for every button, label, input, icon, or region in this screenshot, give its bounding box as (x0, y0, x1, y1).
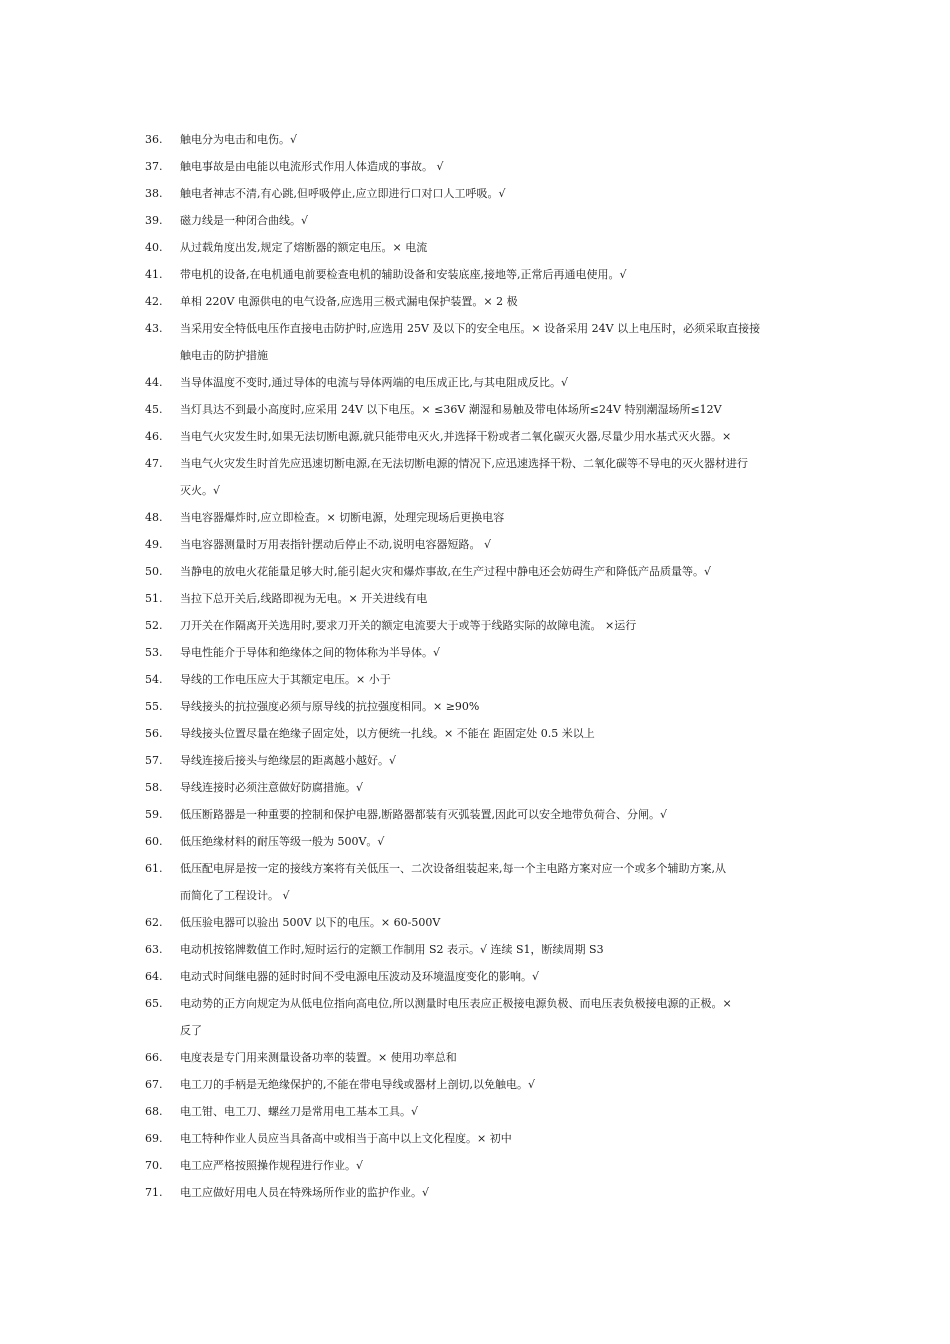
item-text: 低压配电屏是按一定的接线方案将有关低压一、二次设备组装起来,每一个主电路方案对应一个或多个辅助方案,从 (180, 862, 726, 875)
list-item (145, 693, 825, 720)
item-number: 53. (145, 646, 163, 659)
list-item (145, 855, 825, 882)
item-number: 42. (145, 295, 163, 308)
item-text: 导线连接后接头与绝缘层的距离越小越好。√ (180, 754, 397, 767)
item-number: 36. (145, 133, 163, 146)
item-number: 38. (145, 187, 163, 200)
item-number: 66. (145, 1051, 163, 1064)
list-item (145, 720, 825, 747)
item-text: 当导体温度不变时,通过导体的电流与导体两端的电压成正比,与其电阻成反比。√ (180, 376, 568, 389)
list-item (145, 936, 825, 963)
item-number: 44. (145, 376, 163, 389)
list-item-continuation (145, 477, 825, 504)
list-item (145, 747, 825, 774)
list-item (145, 450, 825, 477)
item-text: 从过载角度出发,规定了熔断器的额定电压。× 电流 (180, 241, 428, 254)
list-item (145, 369, 825, 396)
list-item (145, 963, 825, 990)
list-item (145, 1098, 825, 1125)
item-text: 当电气火灾发生时首先应迅速切断电源,在无法切断电源的情况下,应迅速选择干粉、二氧化碳等不导电的灭火器材进行 (180, 457, 748, 470)
item-text: 磁力线是一种闭合曲线。√ (180, 214, 309, 227)
list-item (145, 639, 825, 666)
item-number: 39. (145, 214, 163, 227)
item-text: 电工钳、电工刀、螺丝刀是常用电工基本工具。√ (180, 1105, 419, 1118)
list-item (145, 153, 825, 180)
item-number: 61. (145, 862, 163, 875)
list-item (145, 585, 825, 612)
list-item-continuation (145, 1017, 825, 1044)
item-number: 70. (145, 1159, 163, 1172)
item-text-continuation: 反了 (180, 1024, 202, 1037)
list-item (145, 828, 825, 855)
list-item (145, 180, 825, 207)
list-item (145, 612, 825, 639)
list-item (145, 558, 825, 585)
item-number: 54. (145, 673, 163, 686)
list-item (145, 1044, 825, 1071)
item-number: 37. (145, 160, 163, 173)
list-item-continuation (145, 882, 825, 909)
item-text: 导线连接时必须注意做好防腐措施。√ (180, 781, 364, 794)
item-number: 63. (145, 943, 163, 956)
item-number: 56. (145, 727, 163, 740)
item-text: 电动机按铭牌数值工作时,短时运行的定额工作制用 S2 表示。√ 连续 S1，断续周期 S3 (180, 943, 604, 956)
item-text: 导线接头位置尽量在绝缘子固定处，以方便统一扎线。× 不能在 距固定处 0.5 米以上 (180, 727, 595, 740)
item-text: 电工应做好用电人员在特殊场所作业的监护作业。√ (180, 1186, 430, 1199)
item-number: 48. (145, 511, 163, 524)
item-text-continuation: 灭火。√ (180, 484, 221, 497)
list-item (145, 396, 825, 423)
item-number: 45. (145, 403, 163, 416)
item-number: 58. (145, 781, 163, 794)
item-number: 67. (145, 1078, 163, 1091)
list-item (145, 1071, 825, 1098)
item-number: 65. (145, 997, 163, 1010)
list-item (145, 423, 825, 450)
list-item (145, 288, 825, 315)
item-text: 当电容器爆炸时,应立即检查。× 切断电源，处理完现场后更换电容 (180, 511, 505, 524)
item-text: 触电分为电击和电伤。√ (180, 133, 298, 146)
item-number: 60. (145, 835, 163, 848)
list-item (145, 909, 825, 936)
item-number: 52. (145, 619, 163, 632)
list-item (145, 531, 825, 558)
item-text: 导电性能介于导体和绝缘体之间的物体称为半导体。√ (180, 646, 441, 659)
item-text: 低压验电器可以验出 500V 以下的电压。× 60-500V (180, 916, 441, 929)
item-text: 导线的工作电压应大于其额定电压。× 小于 (180, 673, 391, 686)
item-number: 40. (145, 241, 163, 254)
item-number: 57. (145, 754, 163, 767)
item-text: 电动势的正方向规定为从低电位指向高电位,所以测量时电压表应正极接电源负极、而电压表负极接电源的正极。× (180, 997, 732, 1010)
item-text: 当拉下总开关后,线路即视为无电。× 开关进线有电 (180, 592, 428, 605)
item-text: 当静电的放电火花能量足够大时,能引起火灾和爆炸事故,在生产过程中静电还会妨碍生产和降低产品质量等。√ (180, 565, 711, 578)
list-item (145, 801, 825, 828)
item-number: 68. (145, 1105, 163, 1118)
item-number: 55. (145, 700, 163, 713)
item-number: 71. (145, 1186, 163, 1199)
item-text: 电度表是专门用来测量设备功率的装置。× 使用功率总和 (180, 1051, 457, 1064)
item-text: 电工应严格按照操作规程进行作业。√ (180, 1159, 364, 1172)
item-number: 59. (145, 808, 163, 821)
item-text: 导线接头的抗拉强度必须与原导线的抗拉强度相同。× ≥90% (180, 700, 480, 713)
item-number: 43. (145, 322, 163, 335)
item-text: 电动式时间继电器的延时时间不受电源电压波动及环境温度变化的影响。√ (180, 970, 540, 983)
list-item (145, 504, 825, 531)
item-text: 低压绝缘材料的耐压等级一般为 500V。√ (180, 835, 385, 848)
item-number: 41. (145, 268, 163, 281)
item-number: 50. (145, 565, 163, 578)
item-text: 刀开关在作隔离开关选用时,要求刀开关的额定电流要大于或等于线路实际的故障电流。 ×运行 (180, 619, 637, 632)
list-item (145, 1179, 825, 1206)
list-item-continuation (145, 342, 825, 369)
list-item (145, 207, 825, 234)
item-text: 电工特种作业人员应当具备高中或相当于高中以上文化程度。× 初中 (180, 1132, 512, 1145)
list-item (145, 774, 825, 801)
question-list (145, 126, 825, 1206)
list-item (145, 666, 825, 693)
list-item (145, 126, 825, 153)
item-text: 当采用安全特低电压作直接电击防护时,应选用 25V 及以下的安全电压。× 设备采用 24V 以上电压时，必须采取直接接 (180, 322, 761, 335)
item-text: 电工刀的手柄是无绝缘保护的,不能在带电导线或器材上剖切,以免触电。√ (180, 1078, 536, 1091)
item-number: 64. (145, 970, 163, 983)
item-number: 62. (145, 916, 163, 929)
item-text: 单相 220V 电源供电的电气设备,应选用三极式漏电保护装置。× 2 极 (180, 295, 518, 308)
item-number: 69. (145, 1132, 163, 1145)
item-text: 低压断路器是一种重要的控制和保护电器,断路器都装有灭弧装置,因此可以安全地带负荷合、分闸。√ (180, 808, 667, 821)
list-item (145, 234, 825, 261)
list-item (145, 261, 825, 288)
list-item (145, 315, 825, 342)
list-item (145, 1125, 825, 1152)
item-text-continuation: 而简化了工程设计。 √ (180, 889, 290, 902)
list-item (145, 1152, 825, 1179)
item-text: 触电者神志不清,有心跳,但呼吸停止,应立即进行口对口人工呼吸。√ (180, 187, 506, 200)
item-number: 47. (145, 457, 163, 470)
item-text-continuation: 触电击的防护措施 (180, 349, 268, 362)
item-text: 当电气火灾发生时,如果无法切断电源,就只能带电灭火,并选择干粉或者二氧化碳灭火器,尽量少用水基式灭火器。× (180, 430, 732, 443)
item-number: 51. (145, 592, 163, 605)
item-text: 带电机的设备,在电机通电前要检查电机的辅助设备和安装底座,接地等,正常后再通电使用。√ (180, 268, 627, 281)
item-text: 当电容器测量时万用表指针摆动后停止不动,说明电容器短路。 √ (180, 538, 492, 551)
item-text: 触电事故是由电能以电流形式作用人体造成的事故。 √ (180, 160, 444, 173)
list-item (145, 990, 825, 1017)
item-number: 46. (145, 430, 163, 443)
item-number: 49. (145, 538, 163, 551)
item-text: 当灯具达不到最小高度时,应采用 24V 以下电压。× ≤36V 潮湿和易触及带电体场所≤24V 特别潮湿场所≤12V (180, 403, 722, 416)
